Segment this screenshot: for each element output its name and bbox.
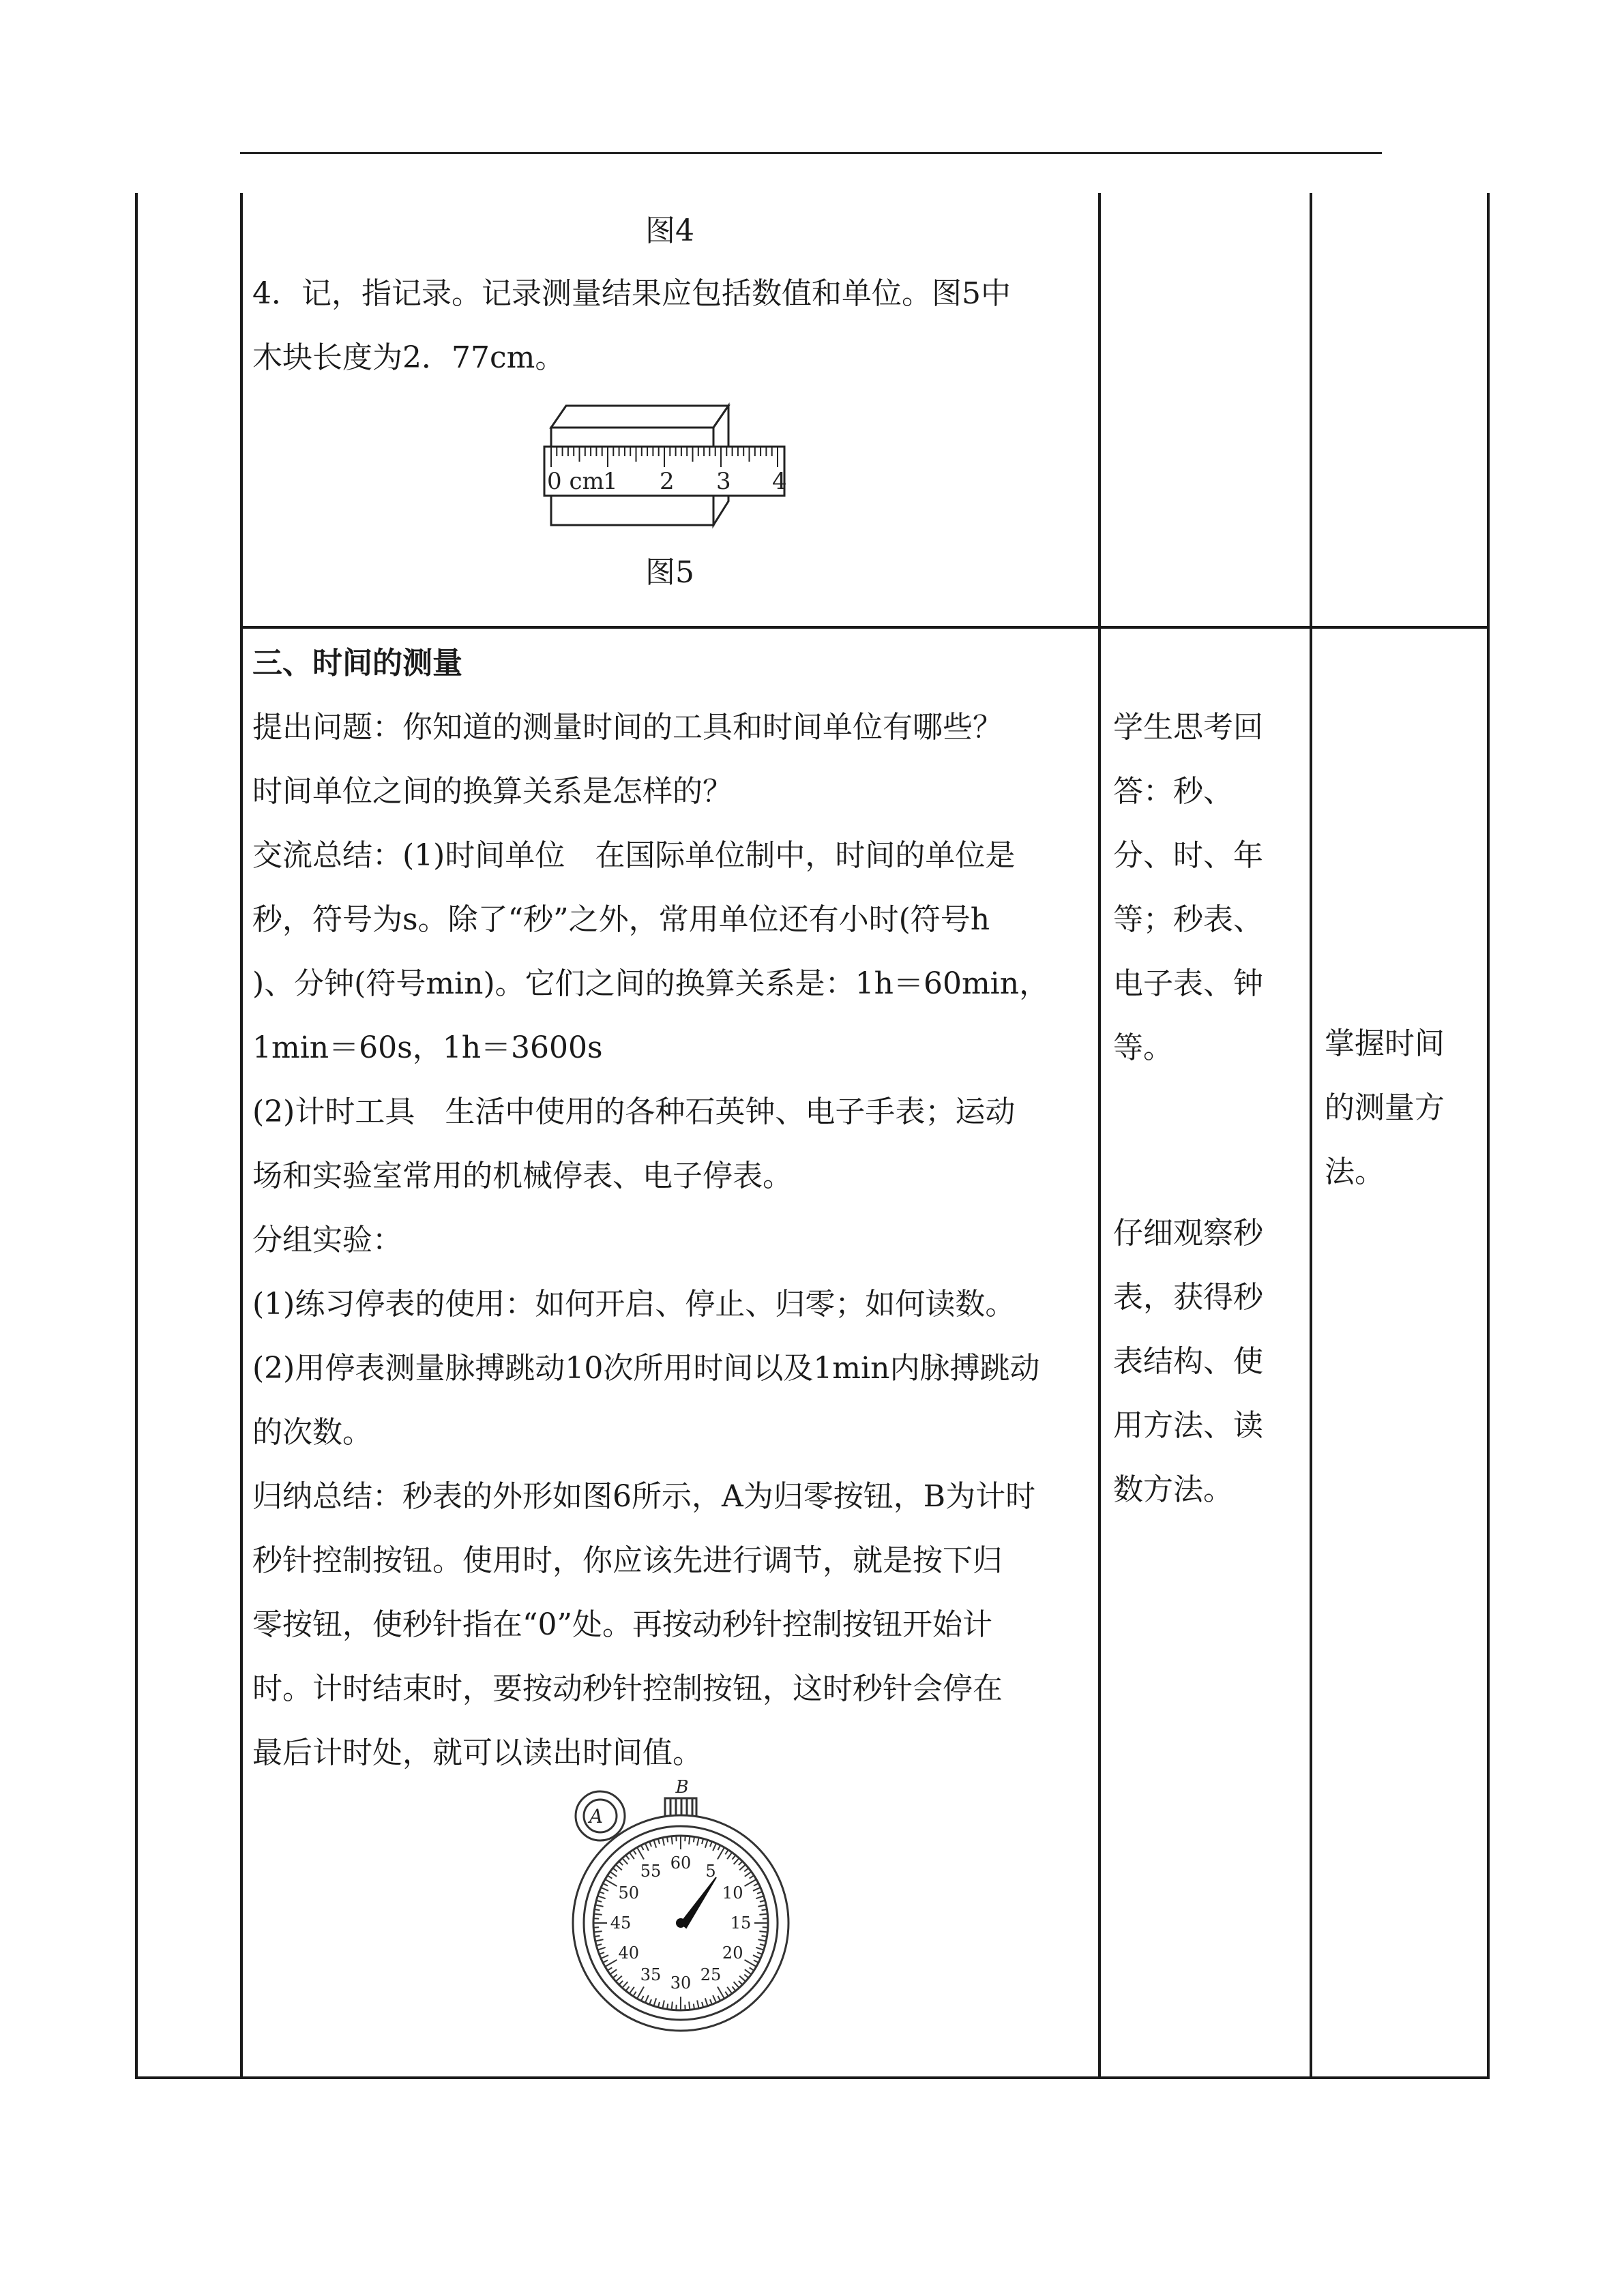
dial-number: 45 xyxy=(610,1913,632,1933)
figure-4-caption: 图4 xyxy=(645,213,694,248)
dial-number: 30 xyxy=(670,1973,692,1993)
ruler-label-4: 4 xyxy=(772,468,787,495)
table-row-divider xyxy=(240,626,1490,629)
student-activity-2-line-3: 表结构、使 xyxy=(1113,1344,1263,1379)
dial-number: 60 xyxy=(670,1853,692,1873)
design-intent-line-1: 掌握时间 xyxy=(1325,1026,1445,1061)
record-line-1: 4．记，指记录。记录测量结果应包括数值和单位。图5中 xyxy=(252,276,1011,311)
dial-tick xyxy=(689,2001,690,2010)
time-line-17: 最后计时处，就可以读出时间值。 xyxy=(252,1735,703,1770)
student-activity-2-line-2: 表，获得秒 xyxy=(1113,1280,1263,1315)
dial-number: 35 xyxy=(640,1965,662,1985)
dial-tick xyxy=(672,2001,673,2010)
time-line-10: (1)练习停表的使用：如何开启、停止、归零；如何读数。 xyxy=(252,1287,1016,1322)
dial-tick xyxy=(595,1936,600,1937)
dial-tick xyxy=(672,1836,673,1845)
student-activity-1-line-4: 等；秒表、 xyxy=(1113,902,1263,937)
design-intent-line-3: 法。 xyxy=(1325,1154,1385,1189)
student-activity-1-line-6: 等。 xyxy=(1113,1030,1173,1065)
student-activity-1 xyxy=(1113,696,1304,1080)
table-border-left xyxy=(135,193,138,2079)
dial-number: 5 xyxy=(705,1861,716,1881)
time-line-5: )、分钟(符号min)。它们之间的换算关系是：1h＝60min， xyxy=(252,966,1050,1001)
dial-tick xyxy=(762,1909,767,1910)
time-line-2: 时间单位之间的换算关系是怎样的？ xyxy=(252,774,733,809)
student-activity-1-line-2: 答：秒、 xyxy=(1113,774,1233,809)
dial-tick xyxy=(594,1914,602,1915)
dial-number: 50 xyxy=(618,1883,640,1903)
time-line-15: 零按钮，使秒针指在“0”处。再按动秒针控制按钮开始计 xyxy=(252,1607,992,1642)
time-line-7: (2)计时工具 生活中使用的各种石英钟、电子手表；运动 xyxy=(252,1094,1016,1129)
section-title: 三、时间的测量 xyxy=(252,646,462,681)
student-activity-1-line-3: 分、时、年 xyxy=(1113,838,1263,873)
ruler-label-2: 2 xyxy=(660,468,675,495)
student-activity-2 xyxy=(1113,1202,1304,1522)
button-a-label: A xyxy=(589,1805,604,1828)
record-paragraph xyxy=(252,262,1091,390)
ruler-label-0: 0 cm xyxy=(547,468,604,495)
button-b-label: B xyxy=(675,1777,689,1798)
student-activity-2-line-5: 数方法。 xyxy=(1113,1472,1233,1507)
dial-tick xyxy=(594,1931,602,1932)
time-line-8: 场和实验室常用的机械停表、电子停表。 xyxy=(252,1159,793,1193)
time-section xyxy=(252,631,1095,1785)
time-line-6: 1min＝60s，1h＝3600s xyxy=(252,1030,603,1065)
time-line-3: 交流总结：(1)时间单位 在国际单位制中，时间的单位是 xyxy=(252,838,1016,873)
time-line-4: 秒，符号为s。除了“秒”之外，常用单位还有小时(符号h xyxy=(252,902,990,937)
student-activity-1-line-5: 电子表、钟 xyxy=(1113,966,1263,1001)
dial-number: 10 xyxy=(722,1883,743,1903)
dial-number: 15 xyxy=(730,1913,752,1933)
table-column-divider-1 xyxy=(240,193,243,2079)
dial-tick xyxy=(667,1837,668,1843)
dial-number: 40 xyxy=(618,1943,640,1963)
design-intent-line-2: 的测量方 xyxy=(1325,1090,1445,1125)
time-line-16: 时。计时结束时，要按动秒针控制按钮，这时秒针会停在 xyxy=(252,1671,1003,1706)
student-activity-2-line-4: 用方法、读 xyxy=(1113,1408,1263,1443)
dial-tick xyxy=(667,2004,668,2010)
table-border-bottom xyxy=(135,2076,1490,2079)
record-line-2: 木块长度为2．77cm。 xyxy=(252,340,565,375)
design-intent xyxy=(1325,1012,1481,1204)
time-line-14: 秒针控制按钮。使用时，你应该先进行调节，就是按下归 xyxy=(252,1543,1003,1578)
table-column-divider-2 xyxy=(1098,193,1101,2079)
dial-tick xyxy=(759,1914,767,1915)
table-column-divider-3 xyxy=(1310,193,1312,2079)
time-line-11: (2)用停表测量脉搏跳动10次所用时间以及1min内脉搏跳动 xyxy=(252,1351,1040,1386)
figure-5-caption: 图5 xyxy=(645,555,694,590)
time-line-9: 分组实验： xyxy=(252,1223,402,1257)
header-rule xyxy=(240,152,1382,154)
dial-number: 25 xyxy=(700,1965,722,1985)
dial-tick xyxy=(762,1936,767,1937)
dial-number: 20 xyxy=(722,1943,743,1963)
time-line-12: 的次数。 xyxy=(252,1415,372,1450)
dial-tick xyxy=(689,1836,690,1845)
table-border-right xyxy=(1487,193,1490,2079)
time-line-13: 归纳总结：秒表的外形如图6所示，A为归零按钮，B为计时 xyxy=(252,1479,1036,1514)
dial-number: 55 xyxy=(640,1861,662,1881)
time-line-1: 提出问题：你知道的测量时间的工具和时间单位有哪些？ xyxy=(252,710,1003,745)
figure-5-block-ruler xyxy=(532,392,805,542)
student-activity-1-line-1: 学生思考回 xyxy=(1113,710,1263,745)
figure-6-stopwatch xyxy=(566,1776,812,2036)
dial-tick xyxy=(759,1931,767,1932)
ruler-label-3: 3 xyxy=(716,468,731,495)
dial-tick xyxy=(595,1909,600,1910)
ruler-label-1: 1 xyxy=(603,468,618,495)
student-activity-2-line-1: 仔细观察秒 xyxy=(1113,1216,1263,1251)
